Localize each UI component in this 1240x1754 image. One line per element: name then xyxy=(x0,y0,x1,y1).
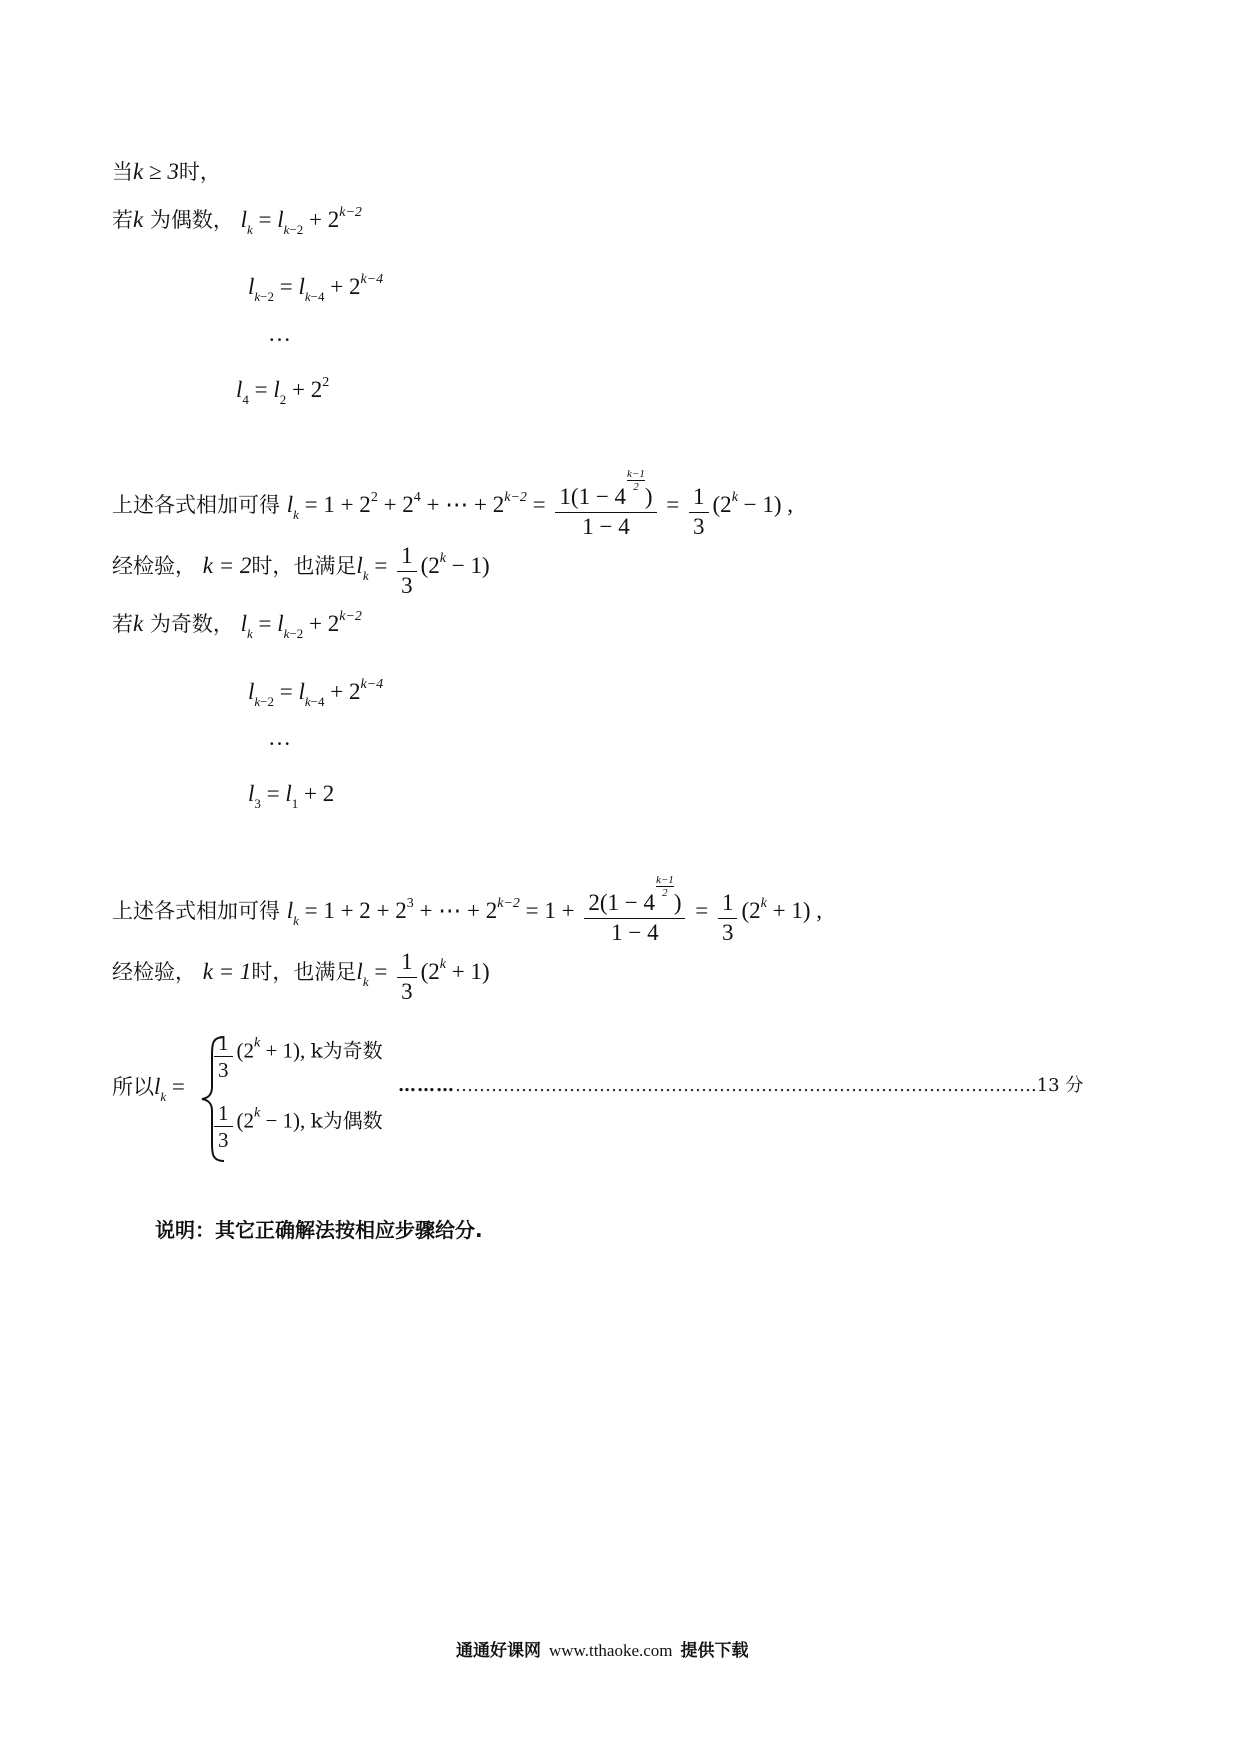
eq-sum-odd: $l_k = 1 + 2 + 2^3$ + ⋯ + $2^{k-2} = 1$ + 2(1 − 4 $\frac{k-1}{2}$ ) 1 − 4 = $\frac{1}{3}$ $(2^k + 1)$ , xyxy=(286,874,822,945)
eq-lk2-odd: $l_{k-2} = l_{k-4} + 2^{k-4}$ xyxy=(248,677,384,709)
case-even-row: $\frac{1}{3}$ $(2^k - 1)$, k为偶数 xyxy=(214,1100,383,1154)
eq-lk2-even: $l_{k-2} = l_{k-4} + 2^{k-4}$ xyxy=(248,272,384,304)
text-check: 经检验， xyxy=(112,553,196,578)
math-k-eq-2: k = 2 xyxy=(202,552,252,578)
footer-provide: 提供下载 xyxy=(680,1641,749,1661)
math-k-eq-1: k = 1 xyxy=(202,958,252,984)
score-13: .13 分 xyxy=(1031,1075,1084,1096)
text-so: 所以 xyxy=(112,1075,154,1099)
condition-line xyxy=(112,160,221,183)
eq-l3: $l_3 = l_1 + 2$ xyxy=(248,781,335,811)
text-sum-odd: 上述各式相加可得 xyxy=(112,898,280,923)
text-if-odd: 若 xyxy=(112,612,133,636)
eq-lk-even: $l_k = l_{k-2} + 2^{k-2}$ xyxy=(240,205,362,237)
eq-sum-even: $l_k = 1 + 2^2 + 2^4$ + ⋯ + $2^{k-2}$ = 1(1 − 4 $\frac{k-1}{2}$ ) 1 − 4 = $\frac{1}{3}$ $(2^k - 1)$ , xyxy=(286,468,794,539)
text-when: 当 xyxy=(112,160,133,184)
footer-url[interactable]: www.tthaoke.com xyxy=(549,1641,673,1660)
text-satisfy-odd: 时，也满足 xyxy=(251,959,357,984)
text-sum: 上述各式相加可得 xyxy=(112,492,280,517)
odd-case-line xyxy=(112,609,362,641)
conclusion-line xyxy=(112,1075,185,1103)
note-text: 说明：其它正确解法按相应步骤给分. xyxy=(155,1218,483,1242)
footer-site: 通通好课网 xyxy=(456,1641,541,1661)
label-odd: k为奇数 xyxy=(310,1038,383,1063)
text-even: 为偶数， xyxy=(143,208,234,232)
score-leader: …………………………………………………………………………………………….13 分 xyxy=(398,1075,1084,1096)
eq-lk-label: $l_k$ = xyxy=(154,1074,185,1104)
sum-odd-line xyxy=(112,874,822,948)
ellipsis-even: … xyxy=(268,321,291,346)
text-time: 时， xyxy=(178,160,221,184)
page-footer xyxy=(456,1636,749,1661)
ellipsis-odd: … xyxy=(268,725,291,750)
eq-check-even: $l_k$ = $\frac{1}{3}$ $(2^k - 1)$ xyxy=(356,543,490,598)
label-even: k为偶数 xyxy=(310,1108,383,1133)
check-k1-line xyxy=(112,948,490,1007)
text-check-odd: 经检验， xyxy=(112,959,196,984)
math-k-ge-3: k ≥ 3 xyxy=(133,159,179,184)
eq-l4: $l_4 = l_2 + 2^2$ xyxy=(236,375,330,407)
text-satisfy: 时，也满足 xyxy=(251,553,357,578)
case-odd-row: $\frac{1}{3}$ $(2^k + 1)$, k为奇数 xyxy=(214,1030,383,1084)
text-odd: 为奇数， xyxy=(143,612,234,636)
even-case-line xyxy=(112,205,362,237)
text-if: 若 xyxy=(112,208,133,232)
eq-check-odd: $l_k$ = $\frac{1}{3}$ $(2^k + 1)$ xyxy=(356,949,490,1004)
math-k-odd: k xyxy=(133,611,144,636)
sum-even-line xyxy=(112,468,793,542)
eq-lk-odd: $l_k = l_{k-2} + 2^{k-2}$ xyxy=(240,609,362,641)
check-k2-line xyxy=(112,542,490,601)
math-k: k xyxy=(133,207,144,232)
